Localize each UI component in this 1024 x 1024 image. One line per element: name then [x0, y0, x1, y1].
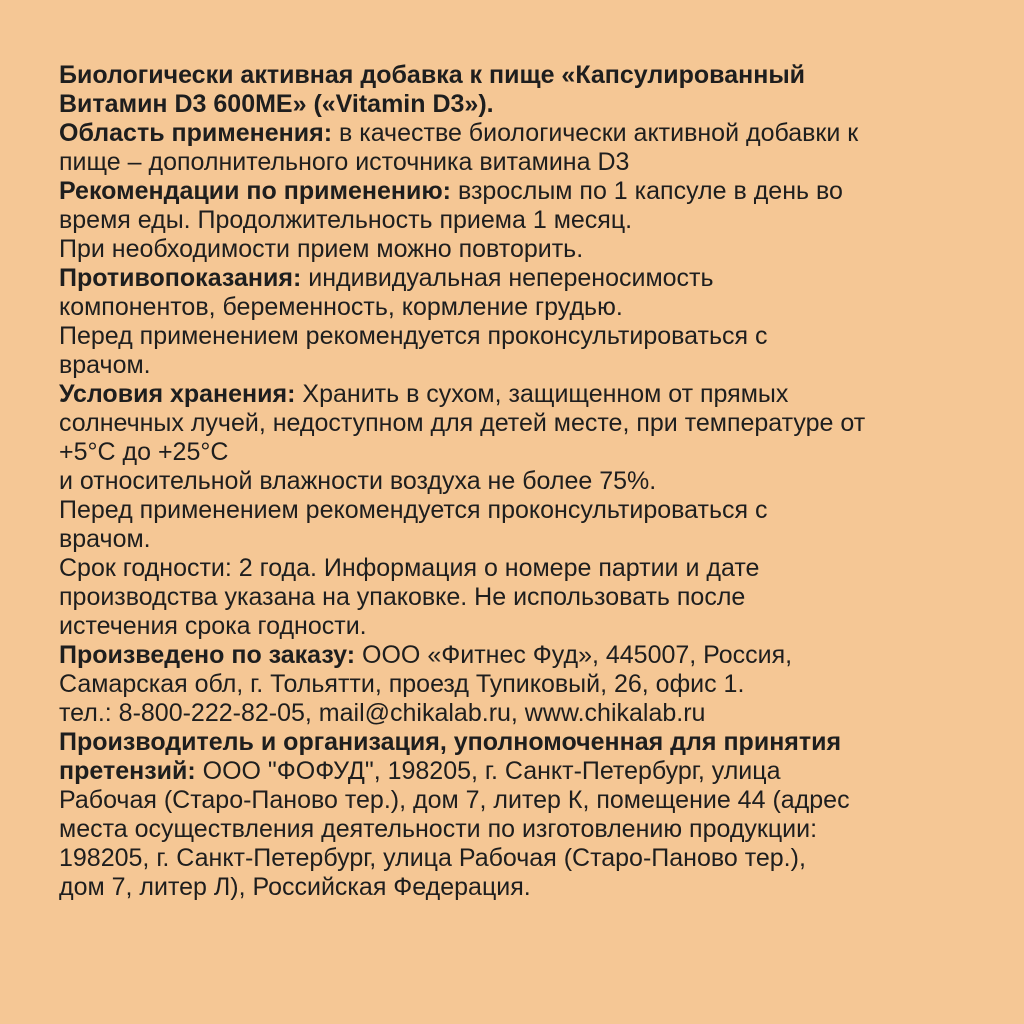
shelf-life-line-2: производства указана на упаковке. Не использовать после	[59, 583, 746, 611]
ordered-by-line-2: Самарская обл, г. Тольятти, проезд Тупиковый, 26, офис 1.	[59, 670, 745, 698]
manufacturer-line-4: места осуществления деятельности по изготовлению продукции:	[59, 815, 818, 843]
ordered-by-label: Произведено по заказу:	[59, 641, 356, 669]
storage-label: Условия хранения:	[59, 380, 296, 408]
ordered-by-line-1	[59, 641, 999, 670]
manufacturer-line-5: 198205, г. Санкт-Петербург, улица Рабочая (Старо-Паново тер.),	[59, 844, 806, 872]
usage-label: Рекомендации по применению:	[59, 177, 452, 205]
contraindications-label: Противопоказания:	[59, 264, 302, 292]
scope-text: в качестве биологически активной добавки к	[332, 119, 859, 147]
manufacturer-text: ООО "ФОФУД", 198205, г. Санкт-Петербург, улица	[195, 757, 781, 785]
ordered-by-text: ООО «Фитнес Фуд», 445007, Россия,	[355, 641, 793, 669]
consult-note-2-line-1: Перед применением рекомендуется проконсультироваться с	[59, 496, 768, 524]
storage-line-2: солнечных лучей, недоступном для детей месте, при температуре от	[59, 409, 866, 437]
storage-line-4: и относительной влажности воздуха не более 75%.	[59, 467, 657, 495]
product-title-line-1: Биологически активная добавка к пище «Капсулированный	[59, 61, 806, 89]
contraindications-text: индивидуальная непереносимость	[301, 264, 714, 292]
usage-line-3: При необходимости прием можно повторить.	[59, 235, 584, 263]
scope-line-1	[59, 119, 999, 148]
contraindications-line-1	[59, 264, 999, 293]
product-title-line-2: Витамин D3 600МЕ» («Vitamin D3»).	[59, 90, 494, 118]
scope-line-2: пище – дополнительного источника витамина D3	[59, 148, 630, 176]
usage-line-1	[59, 177, 999, 206]
shelf-life-line-3: истечения срока годности.	[59, 612, 367, 640]
storage-line-3: +5°С до +25°С	[59, 438, 229, 466]
consult-note-2-line-2: врачом.	[59, 525, 151, 553]
manufacturer-label-line-2: претензий:	[59, 757, 196, 785]
usage-line-2: время еды. Продолжительность приема 1 месяц.	[59, 206, 633, 234]
scope-label: Область применения:	[59, 119, 333, 147]
consult-note-1-line-2: врачом.	[59, 351, 151, 379]
manufacturer-line-3: Рабочая (Старо-Паново тер.), дом 7, литер К, помещение 44 (адрес	[59, 786, 850, 814]
shelf-life-line-1: Срок годности: 2 года. Информация о номере партии и дате	[59, 554, 760, 582]
storage-text: Хранить в сухом, защищенном от прямых	[295, 380, 789, 408]
storage-line-1	[59, 380, 999, 409]
ordered-by-contacts: тел.: 8-800-222-82-05, mail@chikalab.ru, www.chikalab.ru	[59, 699, 706, 727]
manufacturer-label-line-1: Производитель и организация, уполномоченная для принятия	[59, 728, 842, 756]
product-info-text	[59, 61, 999, 902]
manufacturer-line-6: дом 7, литер Л), Российская Федерация.	[59, 873, 531, 901]
usage-text: взрослым по 1 капсуле в день во	[451, 177, 843, 205]
manufacturer-line-2	[59, 757, 999, 786]
consult-note-1-line-1: Перед применением рекомендуется проконсультироваться с	[59, 322, 768, 350]
contraindications-line-2: компонентов, беременность, кормление грудью.	[59, 293, 623, 321]
